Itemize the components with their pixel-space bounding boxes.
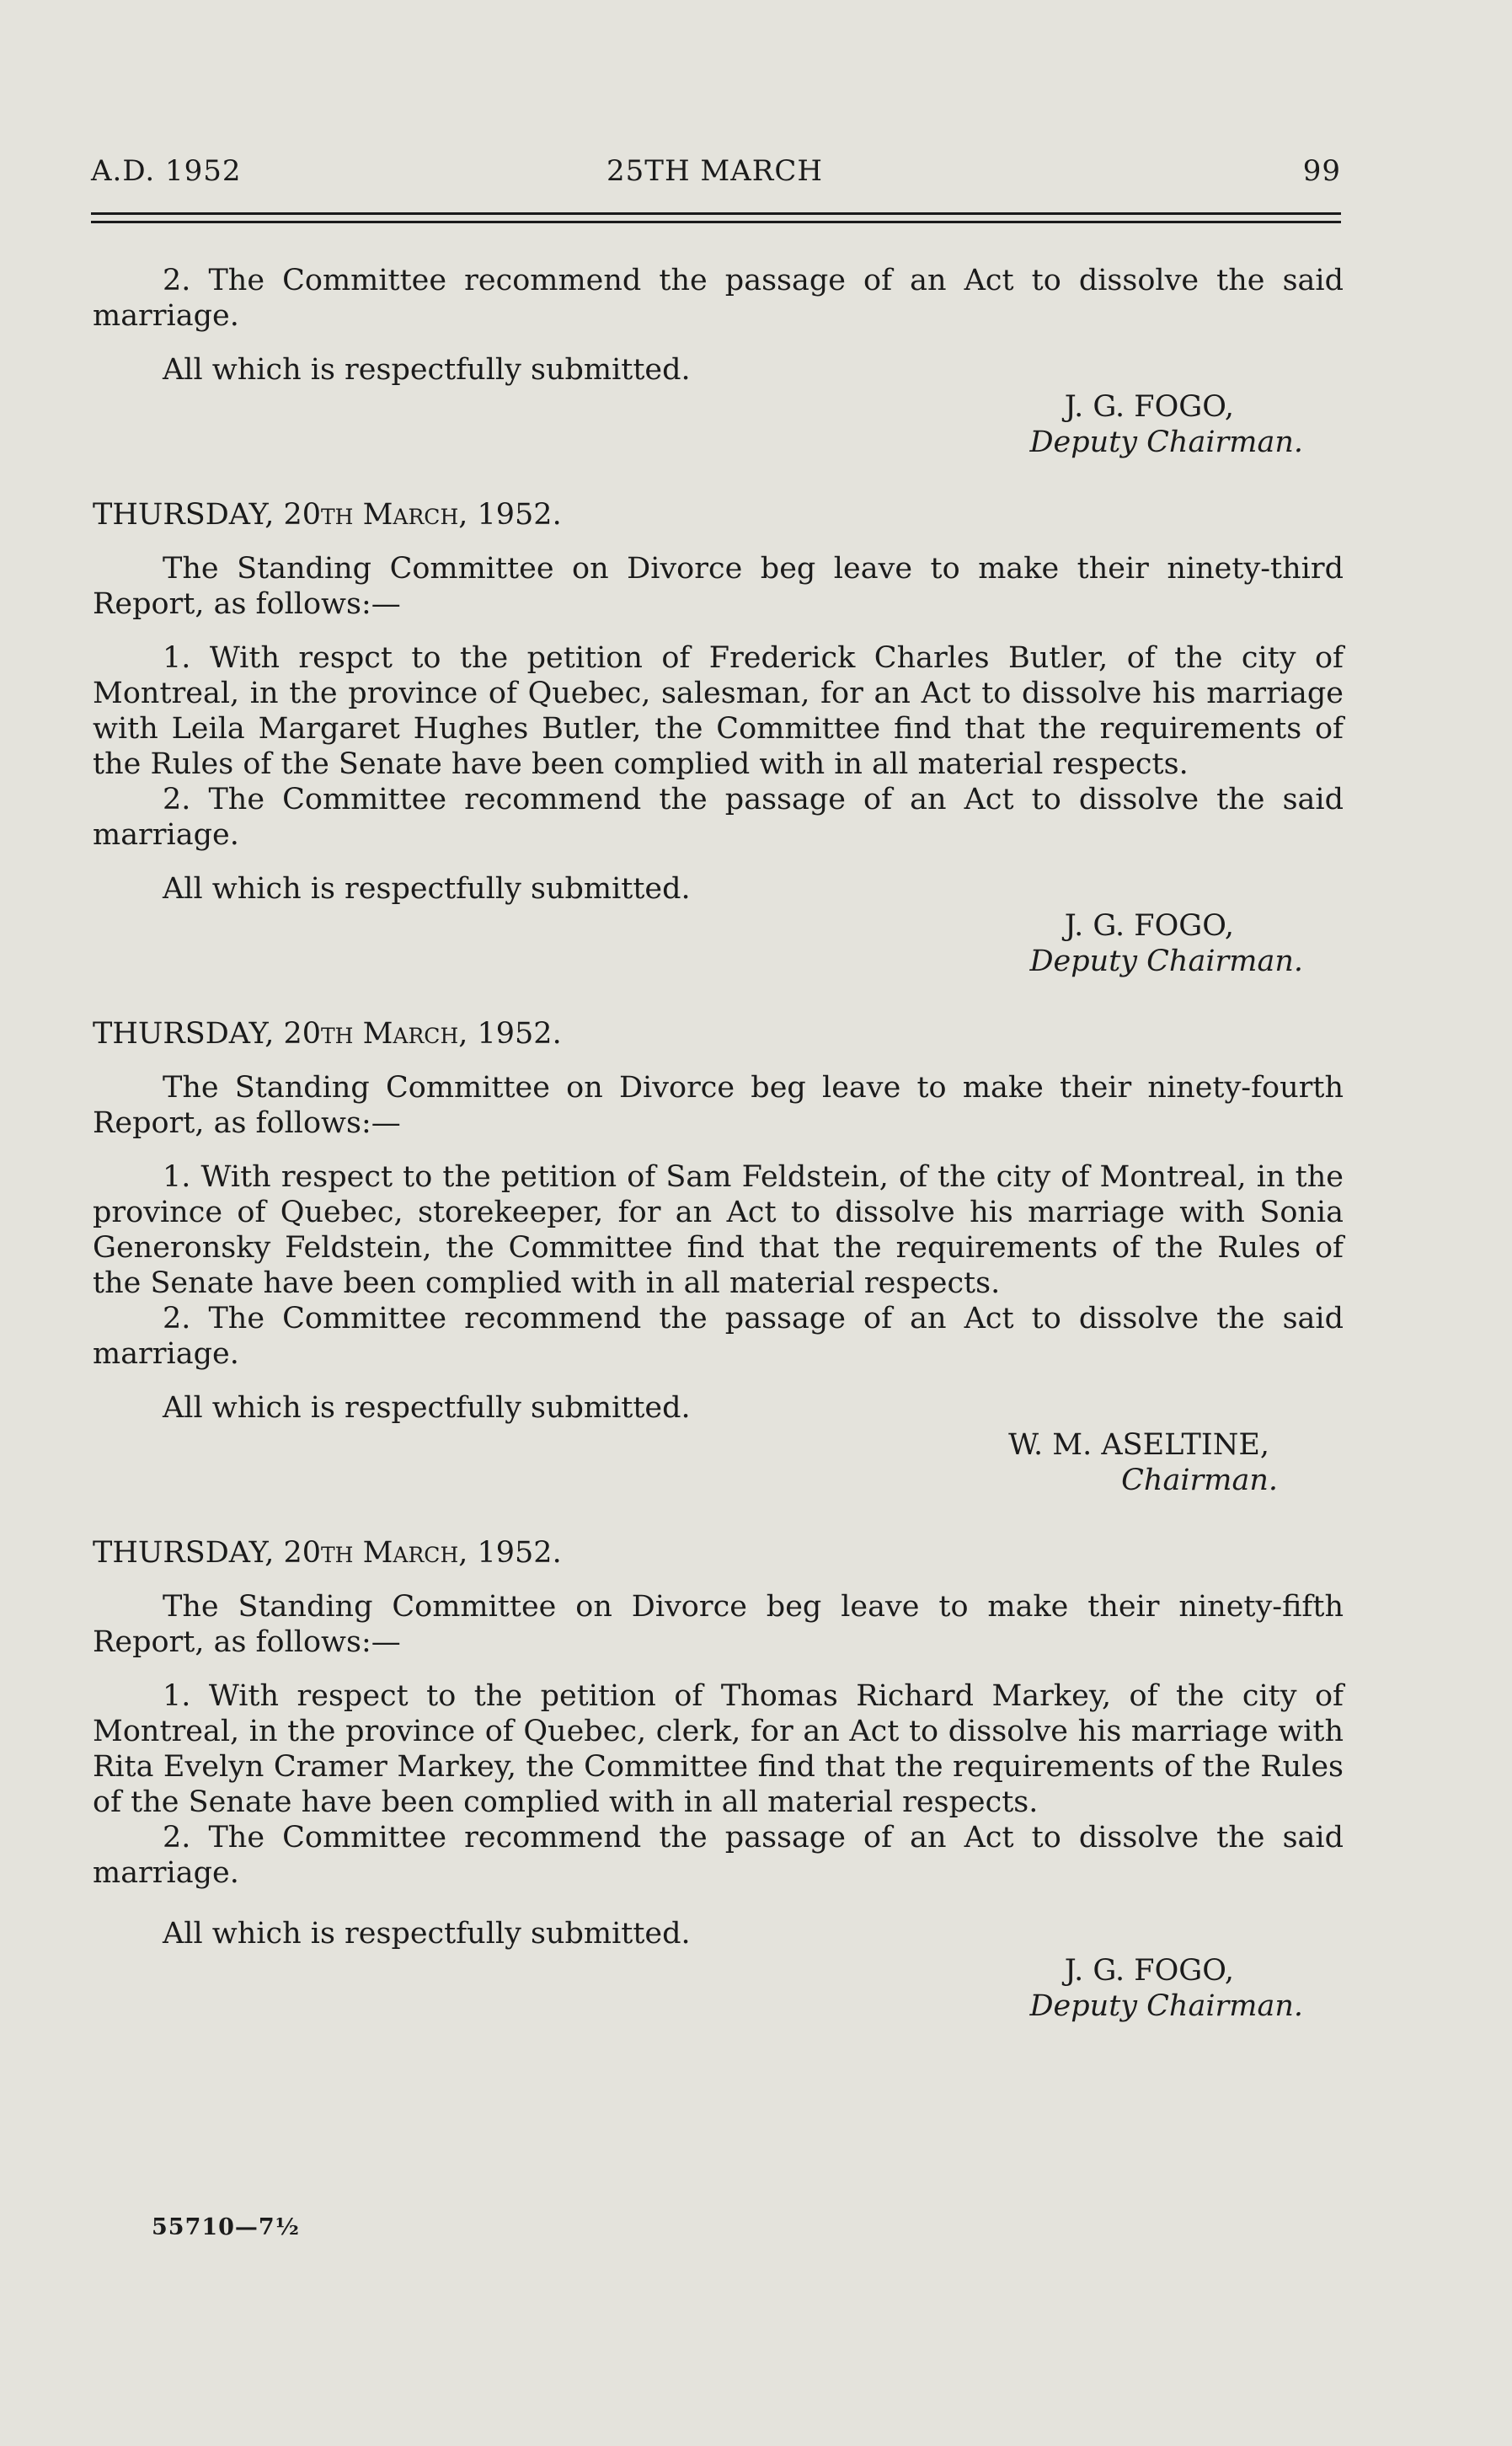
header-year: A.D. 1952 (91, 154, 242, 188)
report-ninety-third (93, 497, 1344, 986)
recommendation-paragraph: 2. The Committee recommend the passage of an Act to dissolve the said marriage. (93, 1302, 1344, 1371)
submitted-line: All which is respectfully submitted. (163, 1917, 691, 1951)
report-dateline: THURSDAY, 20th March, 1952. (93, 498, 562, 532)
page-body (93, 263, 1344, 2031)
header-date: 25TH MARCH (606, 154, 824, 188)
petition-paragraph: 1. With respect to the petition of Thomas Richard Markey, of the city of Montreal, in the province of Quebec, clerk, for an Act to dissolve his marriage with Rita Evelyn Cramer Markey, the Committee find that the requirements of the Rules of the Senate have been complied with in all material respects. (93, 1679, 1344, 1819)
report-dateline: THURSDAY, 20th March, 1952. (93, 1017, 562, 1051)
petition-paragraph: 1. With respct to the petition of Frederick Charles Butler, of the city of Montreal, in the province of Quebec, salesman, for an Act to dissolve his marriage with Leila Margaret Hughes Butler, the Committee find that the requirements of the Rules of the Senate have been complied with in all material respects. (93, 641, 1344, 781)
printer-code: 55710—7½ (152, 2214, 300, 2240)
petition-paragraph: 1. With respect to the petition of Sam Feldstein, of the city of Montreal, in the province of Quebec, storekeeper, for an Act to dissolve his marriage with Sonia Generonsky Feldstein, the Committee find that the requirements of the Rules of the Senate have been complied with in all material respects. (93, 1160, 1344, 1300)
header-rule-bottom (91, 221, 1341, 223)
recommendation-paragraph: 2. The Committee recommend the passage of an Act to dissolve the said marriage. (93, 783, 1344, 852)
signer-title: Deputy Chairman. (1029, 426, 1303, 459)
signer-title: Deputy Chairman. (1029, 945, 1303, 978)
report-continuation (93, 263, 1344, 467)
signer-name: W. M. ASELTINE, (1008, 1428, 1269, 1462)
signature-block (93, 1427, 1344, 1505)
report-intro: The Standing Committee on Divorce beg leave to make their ninety-fifth Report, as follows:— (93, 1590, 1344, 1659)
submitted-line: All which is respectfully submitted. (163, 353, 691, 387)
signer-title: Deputy Chairman. (1029, 1989, 1303, 2023)
report-ninety-fifth (93, 1535, 1344, 2031)
page-header (91, 154, 1341, 198)
recommendation-paragraph: 2. The Committee recommend the passage of an Act to dissolve the said marriage. (93, 1821, 1344, 1890)
report-intro: The Standing Committee on Divorce beg leave to make their ninety-fourth Report, as follows:— (93, 1071, 1344, 1140)
signer-name: J. G. FOGO, (1064, 390, 1234, 424)
recommendation-paragraph: 2. The Committee recommend the passage of an Act to dissolve the said marriage. (93, 264, 1344, 333)
signature-block (93, 389, 1344, 467)
signer-title: Chairman. (1121, 1464, 1278, 1497)
signer-name: J. G. FOGO, (1064, 909, 1234, 943)
submitted-line: All which is respectfully submitted. (163, 1391, 691, 1425)
signer-name: J. G. FOGO, (1064, 1954, 1234, 1988)
signature-block (93, 908, 1344, 986)
signature-block (93, 1953, 1344, 2031)
report-dateline: THURSDAY, 20th March, 1952. (93, 1536, 562, 1570)
header-rule-top (91, 212, 1341, 215)
submitted-line: All which is respectfully submitted. (163, 872, 691, 906)
report-intro: The Standing Committee on Divorce beg leave to make their ninety-third Report, as follows:— (93, 552, 1344, 621)
report-ninety-fourth (93, 1016, 1344, 1505)
page-number: 99 (1302, 154, 1341, 188)
